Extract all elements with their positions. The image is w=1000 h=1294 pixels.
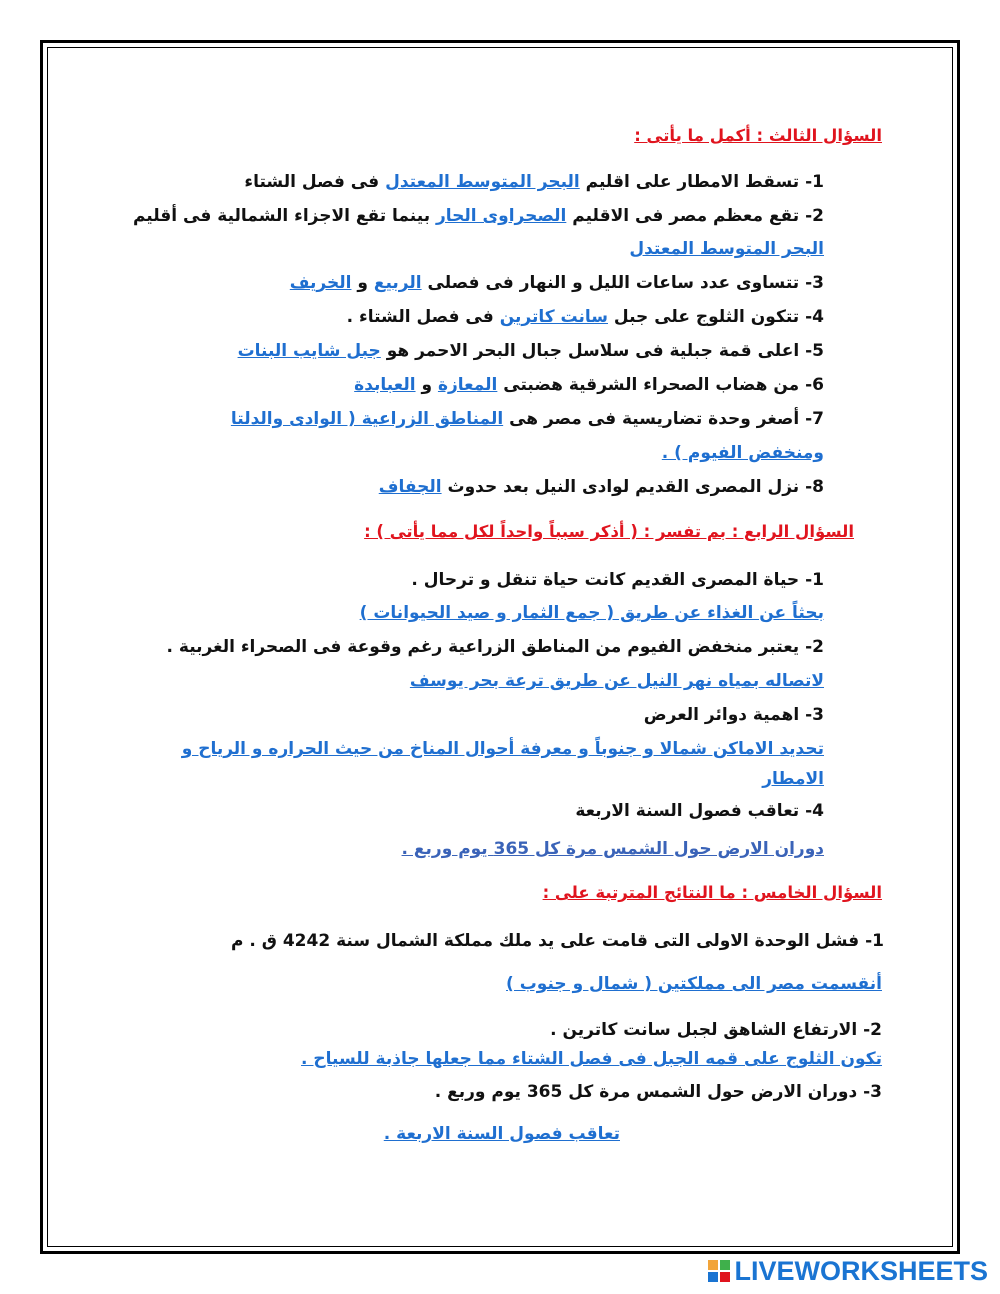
q3-item-6-answer-a[interactable]: المعازة bbox=[437, 375, 498, 395]
q4-item-4-answer[interactable]: دوران الارض حول الشمس مرة كل 365 يوم وربع . bbox=[401, 839, 824, 859]
q3-item-5: 5- اعلى قمة جبلية فى سلاسل جبال البحر الاحمر هو جبل شايب البنات bbox=[237, 341, 824, 361]
q3-item-8: 8- نزل المصرى القديم لوادى النيل بعد حدوث الجفاف bbox=[378, 477, 824, 497]
q4-item-1-question: 1- حياة المصرى القديم كانت حياة تنقل و ترحال . bbox=[411, 570, 824, 590]
q3-item-3-answer-a[interactable]: الربيع bbox=[373, 273, 422, 293]
q3-item-3-answer-b[interactable]: الخريف bbox=[289, 273, 352, 293]
q4-item-3-answer[interactable]: تحديد الاماكن شمالا و جنوباً و معرفة أحوال المناخ من حيث الحراره و الرياح و bbox=[181, 739, 824, 759]
q3-item-5-answer[interactable]: جبل شايب البنات bbox=[237, 341, 381, 361]
q5-heading: السؤال الخامس : ما النتائج المترتبة على : bbox=[542, 883, 882, 902]
q5-item-1-question: 1- فشل الوحدة الاولى التى قامت على يد ملك مملكة الشمال سنة 4242 ق . م bbox=[230, 931, 884, 951]
q3-item-2-answer[interactable]: الصحراوى الحار bbox=[436, 206, 567, 226]
q5-item-1-answer[interactable]: أنقسمت مصر الى مملكتين ( شمال و جنوب ) bbox=[506, 974, 882, 994]
q5-item-2-answer[interactable]: تكون الثلوج على قمه الجبل فى فصل الشتاء مما جعلها جاذبة للسياح . bbox=[301, 1049, 882, 1069]
q4-item-2-question: 2- يعتبر منخفض الفيوم من المناطق الزراعية رغم وقوعة فى الصحراء الغربية . bbox=[166, 637, 824, 657]
q3-heading: السؤال الثالث : أكمل ما يأتى : bbox=[634, 126, 882, 145]
q3-item-4-answer[interactable]: سانت كاترين bbox=[499, 307, 608, 327]
q3-item-8-answer[interactable]: الجفاف bbox=[378, 477, 442, 497]
q4-item-3-question: 3- اهمية دوائر العرض bbox=[643, 705, 824, 725]
q3-item-6: 6- من هضاب الصحراء الشرقية هضبتى المعازة و العبابدة bbox=[354, 375, 824, 395]
q4-item-2-answer[interactable]: لاتصاله بمياه نهر النيل عن طريق ترعة بحر يوسف bbox=[409, 671, 824, 691]
q4-item-4-question: 4- تعاقب فصول السنة الاربعة bbox=[575, 801, 824, 821]
q3-item-7-answer[interactable]: المناطق الزراعية ( الوادى والدلتا bbox=[230, 409, 504, 429]
liveworksheets-logo-text: LIVEWORKSHEETS bbox=[734, 1255, 988, 1286]
q3-item-2-answer-cont[interactable]: البحر المتوسط المعتدل bbox=[629, 239, 824, 259]
q3-item-2: 2- تقع معظم مصر فى الاقليم الصحراوى الحار بينما تقع الاجزاء الشمالية فى أقليم bbox=[132, 206, 824, 226]
q3-item-4: 4- تتكون الثلوج على جبل سانت كاترين فى فصل الشتاء . bbox=[346, 307, 824, 327]
q5-item-2-question: 2- الارتفاع الشاهق لجبل سانت كاترين . bbox=[550, 1020, 882, 1040]
q5-item-3-answer[interactable]: تعاقب فصول السنة الاربعة . bbox=[383, 1124, 620, 1144]
q4-item-3-answer-cont[interactable]: الامطار bbox=[762, 769, 824, 789]
q3-item-3: 3- تتساوى عدد ساعات الليل و النهار فى فصلى الربيع و الخريف bbox=[289, 273, 824, 293]
q3-item-7-answer-cont[interactable]: ومنخفض الفيوم ) . bbox=[661, 443, 824, 463]
liveworksheets-logo[interactable] bbox=[708, 1256, 988, 1286]
q4-item-1-answer[interactable]: بحثاً عن الغذاء عن طريق ( جمع الثمار و صيد الحيوانات ) bbox=[359, 603, 824, 623]
q3-item-1: 1- تسقط الامطار على اقليم البحر المتوسط المعتدل فى فصل الشتاء bbox=[244, 172, 824, 192]
q3-item-6-answer-b[interactable]: العبابدة bbox=[354, 375, 416, 395]
q5-item-3-question: 3- دوران الارض حول الشمس مرة كل 365 يوم وربع . bbox=[434, 1082, 882, 1102]
q3-item-1-answer[interactable]: البحر المتوسط المعتدل bbox=[385, 172, 580, 192]
q3-item-7: 7- أصغر وحدة تضاريسية فى مصر هى المناطق الزراعية ( الوادى والدلتا bbox=[230, 409, 824, 429]
liveworksheets-logo-icon bbox=[708, 1260, 730, 1282]
q4-heading: السؤال الرابع : بم تفسر : ( أذكر سبباً واحداً لكل مما يأتى ) : bbox=[364, 522, 854, 541]
